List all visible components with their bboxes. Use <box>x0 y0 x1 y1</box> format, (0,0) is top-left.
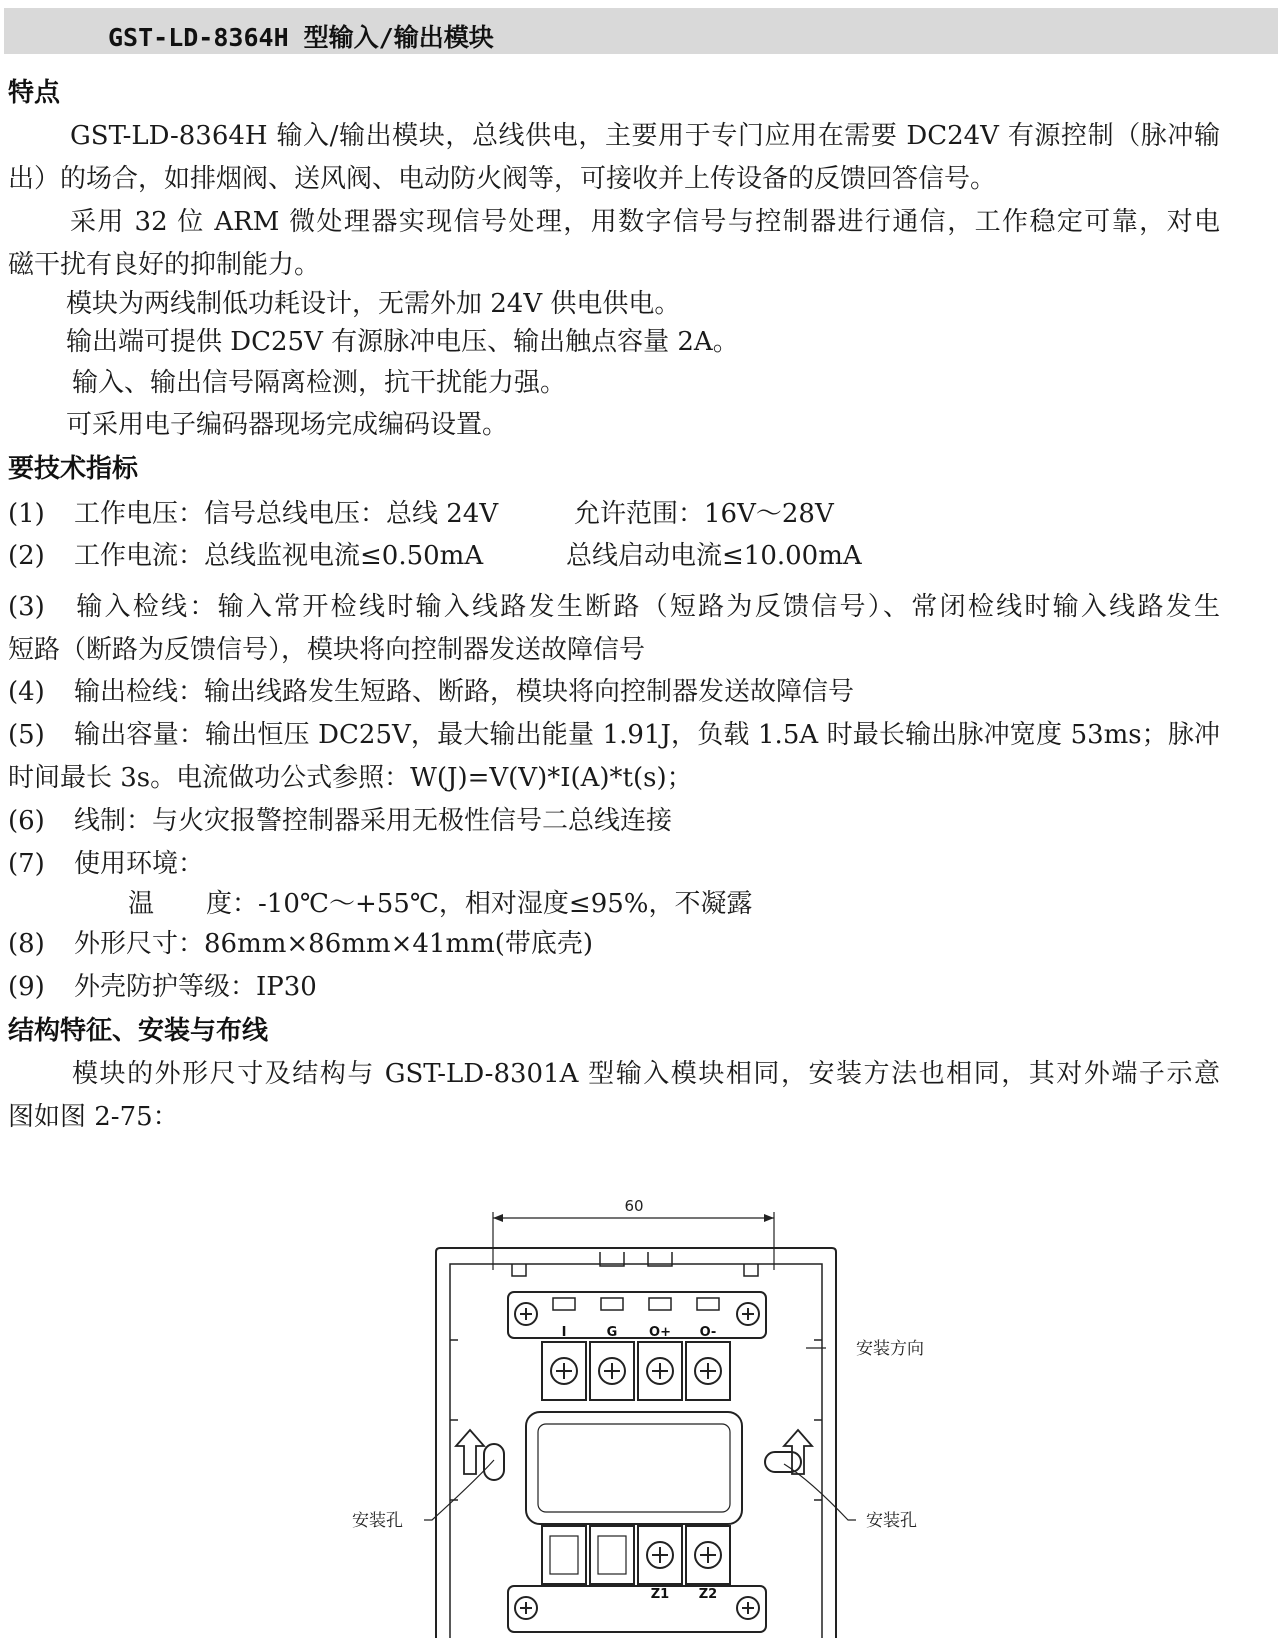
features-p3: 模块为两线制低功耗设计，无需外加 24V 供电供电。 <box>66 289 681 319</box>
mounting-hole-left <box>484 1444 504 1480</box>
features-p6: 可采用电子编码器现场完成编码设置。 <box>66 410 509 440</box>
structure-heading: 结构特征、安装与布线 <box>8 1016 269 1046</box>
dimension-label: 60 <box>624 1197 644 1215</box>
spec-text: 使用环境： <box>74 849 205 879</box>
terminal-label-o-plus: O+ <box>649 1325 671 1340</box>
spec-num: (1) <box>8 499 45 529</box>
spec-num: (6) <box>8 806 45 836</box>
specs-heading: 要技术指标 <box>8 454 139 484</box>
spec-item-3 <box>8 585 1220 630</box>
spec-item-5 <box>8 713 1220 758</box>
dimension-line <box>493 1212 774 1270</box>
spec-text: 线制：与火灾报警控制器采用无极性信号二总线连接 <box>74 806 673 836</box>
spec-text: 外形尺寸：86mm×86mm×41mm(带底壳) <box>74 929 594 959</box>
spec-item-7 <box>8 842 204 887</box>
features-p1-line2: 出）的场合，如排烟阀、送风阀、电动防火阀等，可接收并上传设备的反馈回答信号。 <box>8 164 997 194</box>
features-heading: 特点 <box>8 78 61 108</box>
callout-hole-right <box>784 1464 856 1520</box>
spec-item-6 <box>8 799 672 844</box>
structure-p1-line1: 模块的外形尺寸及结构与 GST-LD-8301A 型输入模块相同，安装方法也相同，其对外端子示意 <box>72 1059 1220 1089</box>
spec-item-4 <box>8 670 854 715</box>
spec-text: 外壳防护等级：IP30 <box>74 972 317 1002</box>
spec-text: 输出检线：输出线路发生短路、断路，模块将向控制器发送故障信号 <box>74 677 855 707</box>
spec-text: 工作电压：信号总线电压：总线 24V <box>74 499 499 529</box>
structure-p1-line2: 图如图 2-75： <box>8 1102 179 1132</box>
terminal-diagram <box>0 1190 1280 1638</box>
housing-outer <box>436 1248 836 1638</box>
side-notches <box>450 1340 822 1500</box>
terminal-label-z2: Z2 <box>698 1587 718 1602</box>
label-install-hole-left: 安装孔 <box>352 1511 403 1531</box>
spec-item-7-sub: 温 度：-10℃～+55℃，相对湿度≤95%，不凝露 <box>128 889 753 919</box>
spec-item-5-cont: 时间最长 3s。电流做功公式参照：W(J)=V(V)*I(A)*t(s)； <box>8 763 693 793</box>
terminal-label-z1: Z1 <box>650 1587 670 1602</box>
spec-text: 输入检线：输入常开检线时输入线路发生断路（短路为反馈信号）、常闭检线时输入线路发生 <box>74 592 1220 622</box>
terminal-label-o-minus: O- <box>699 1325 717 1340</box>
top-terminal-slots <box>553 1298 719 1310</box>
terminal-label-g: G <box>606 1325 618 1340</box>
label-install-direction: 安装方向 <box>856 1339 924 1359</box>
spec-item-2-extra: 总线启动电流≤10.00mA <box>566 541 862 571</box>
spec-item-2 <box>8 534 483 579</box>
title-bar <box>4 8 1278 54</box>
spec-num: (3) <box>8 592 45 622</box>
features-p2-line1: 采用 32 位 ARM 微处理器实现信号处理，用数字信号与控制器进行通信，工作稳定可靠，对电 <box>70 207 1220 237</box>
spec-item-9 <box>8 965 317 1010</box>
bottom-screw-terminals <box>542 1526 730 1584</box>
spec-item-1-extra: 允许范围：16V～28V <box>574 499 834 529</box>
features-p5: 输入、输出信号隔离检测，抗干扰能力强。 <box>72 368 567 398</box>
mounting-hole-right <box>765 1452 801 1472</box>
spec-num: (2) <box>8 541 45 571</box>
spec-item-8 <box>8 922 593 967</box>
spec-num: (7) <box>8 849 45 879</box>
features-p4: 输出端可提供 DC25V 有源脉冲电压、输出触点容量 2A。 <box>66 327 739 357</box>
terminal-label-i: I <box>561 1325 567 1340</box>
top-screw-terminals <box>542 1342 730 1400</box>
label-install-hole-right: 安装孔 <box>866 1511 917 1531</box>
spec-item-3-cont: 短路（断路为反馈信号），模块将向控制器发送故障信号 <box>8 635 646 665</box>
features-p1-line1: GST-LD-8364H 输入/输出模块，总线供电，主要用于专门应用在需要 DC24V 有源控制（脉冲输 <box>70 121 1220 151</box>
spec-num: (4) <box>8 677 45 707</box>
top-terminal-block <box>508 1292 766 1338</box>
bottom-terminal-block <box>508 1586 766 1632</box>
spec-text: 输出容量：输出恒压 DC25V，最大输出能量 1.91J，负载 1.5A 时最长输出脉冲宽度 53ms；脉冲 <box>74 720 1220 750</box>
spec-num: (9) <box>8 972 45 1002</box>
spec-text: 工作电流：总线监视电流≤0.50mA <box>74 541 484 571</box>
features-p2-line2: 磁干扰有良好的抑制能力。 <box>8 250 321 280</box>
page-title: GST-LD-8364H 型输入/输出模块 <box>108 23 494 52</box>
center-window <box>526 1412 742 1524</box>
spec-num: (5) <box>8 720 45 750</box>
arrow-up-icon <box>456 1430 484 1474</box>
spec-num: (8) <box>8 929 45 959</box>
spec-item-1 <box>8 492 498 537</box>
